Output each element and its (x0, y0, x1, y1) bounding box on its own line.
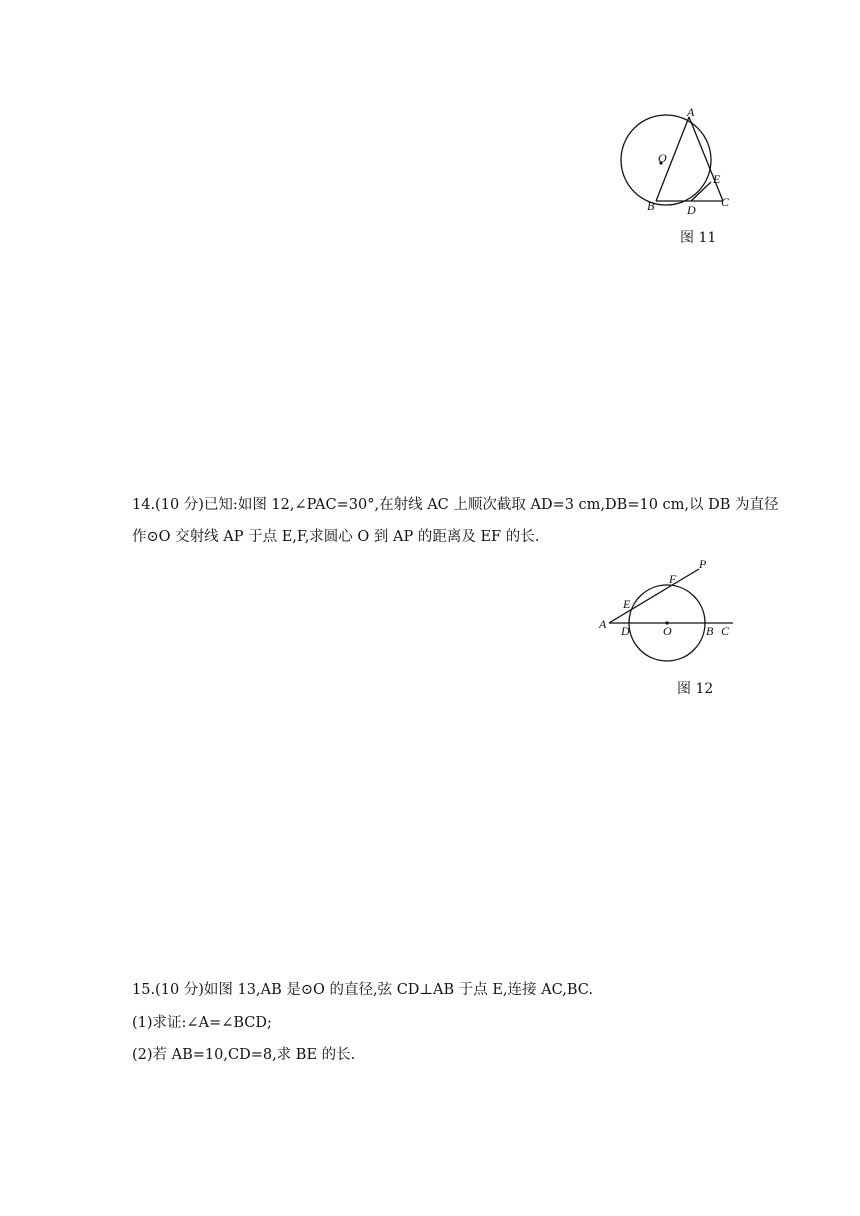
label-b: B (647, 199, 655, 213)
label-f: F (669, 572, 677, 586)
label-b: B (706, 624, 714, 638)
label-a: A (599, 617, 607, 631)
label-a: A (687, 105, 695, 119)
problem-14-line-1: 14.(10 分)已知:如图 12,∠PAC=30°,在射线 AC 上顺次截取 AD=3 cm,DB=10 cm,以 DB 为直径 (132, 497, 779, 513)
label-e: E (623, 597, 631, 611)
figure-11-caption: 图 11 (680, 230, 717, 246)
figure-12-diagram (595, 556, 745, 666)
figure-12 (595, 556, 745, 670)
label-e: E (713, 172, 721, 186)
problem-15-line-1: 15.(10 分)如图 13,AB 是⊙O 的直径,弦 CD⊥AB 于点 E,连接 AC,BC. (132, 982, 593, 998)
figure-11-diagram (615, 104, 745, 219)
label-d: D (621, 624, 630, 638)
label-c: C (721, 624, 730, 638)
label-d: D (687, 203, 696, 217)
figure-11 (615, 104, 745, 223)
problem-14-line-2: 作⊙O 交射线 AP 于点 E,F,求圆心 O 到 AP 的距离及 EF 的长. (132, 529, 540, 545)
ray-ap (609, 569, 699, 623)
label-o: O (663, 624, 672, 638)
line-ac (689, 117, 723, 201)
figure-12-caption: 图 12 (677, 681, 714, 697)
chord-de (691, 182, 711, 201)
problem-15-line-3: (2)若 AB=10,CD=8,求 BE 的长. (132, 1047, 356, 1063)
label-p: P (699, 557, 707, 571)
label-o: O (658, 151, 667, 165)
label-c: C (721, 195, 730, 209)
problem-15-line-2: (1)求证:∠A=∠BCD; (132, 1015, 272, 1031)
